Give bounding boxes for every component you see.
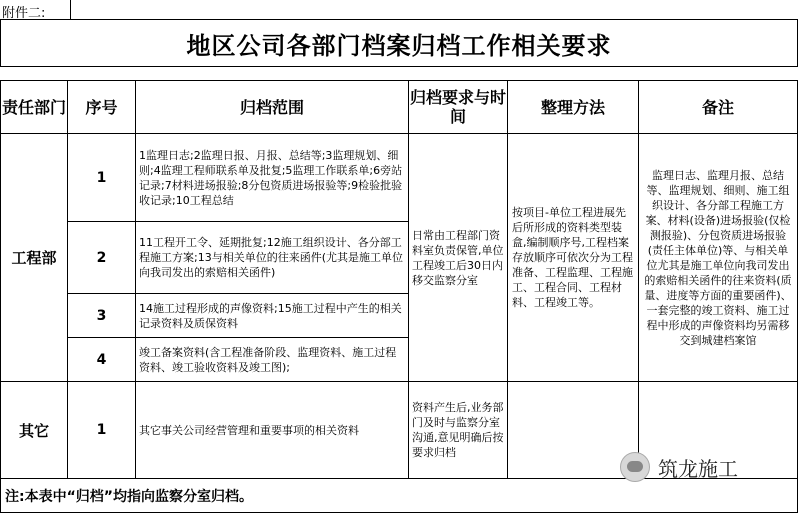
header-scope: 归档范围 <box>136 81 409 134</box>
scope-cell: 14施工过程形成的声像资料;15施工过程中产生的相关记录资料及质保资料 <box>136 294 409 338</box>
requirement-engineering: 日常由工程部门资料室负责保管,单位工程竣工后30日内移交监察分室 <box>409 134 508 382</box>
wechat-icon <box>620 452 650 482</box>
header-method: 整理方法 <box>508 81 639 134</box>
requirement-other: 资料产生后,业务部门及时与监察分室沟通,意见明确后按要求归档 <box>409 382 508 479</box>
attachment-label: 附件二: <box>2 6 46 21</box>
table-note: 注:本表中“归档”均指向监察分室归档。 <box>1 479 798 513</box>
dept-other: 其它 <box>1 382 68 479</box>
scope-cell: 其它事关公司经营管理和重要事项的相关资料 <box>136 382 409 479</box>
method-other <box>508 382 639 479</box>
dept-engineering: 工程部 <box>1 134 68 382</box>
seq-cell: 4 <box>68 338 136 382</box>
seq-cell: 3 <box>68 294 136 338</box>
header-remark: 备注 <box>639 81 798 134</box>
table-title: 地区公司各部门档案归档工作相关要求 <box>1 20 798 67</box>
seq-cell: 1 <box>68 382 136 479</box>
seq-cell: 2 <box>68 222 136 294</box>
watermark-text: 筑龙施工 <box>658 456 738 481</box>
header-requirement: 归档要求与时间 <box>409 81 508 134</box>
scope-cell: 11工程开工令、延期批复;12施工组织设计、各分部工程施工方案;13与相关单位的往来函件(尤其是施工单位向我司发出的索赔相关函件) <box>136 222 409 294</box>
spacer-row <box>1 67 798 81</box>
remark-engineering: 监理日志、监理月报、总结等、监理规划、细则、施工组织设计、各分部工程施工方案、材料(设备)进场报验(仅检测报验)、分包资质进场报验(责任主体单位)等、与相关单位尤其是施工单位向我司发出的索赔相关函件的往来资料(质量、进度等方面的重要函件)、一套完整的竣工资料、施工过程中形成的声像资料均另需移交到城建档案馆 <box>639 134 798 382</box>
watermark <box>620 450 790 484</box>
scope-cell: 竣工备案资料(含工程准备阶段、监理资料、施工过程资料、竣工验收资料及竣工图); <box>136 338 409 382</box>
table-row <box>1 134 798 222</box>
archive-requirements-table <box>0 19 798 513</box>
header-seq: 序号 <box>68 81 136 134</box>
scope-cell: 1监理日志;2监理日报、月报、总结等;3监理规划、细则;4监理工程师联系单及批复;5监理工作联系单;6旁站记录;7材料进场报验;8分包资质进场报验等;9检验批验收记录;10工程总结 <box>136 134 409 222</box>
header-dept: 责任部门 <box>1 81 68 134</box>
seq-cell: 1 <box>68 134 136 222</box>
method-engineering: 按项目-单位工程进展先后所形成的资料类型装盒,编制顺序号,工程档案存放顺序可依次分为工程准备、工程监理、工程施工、工程合同、工程材料、工程竣工等。 <box>508 134 639 382</box>
